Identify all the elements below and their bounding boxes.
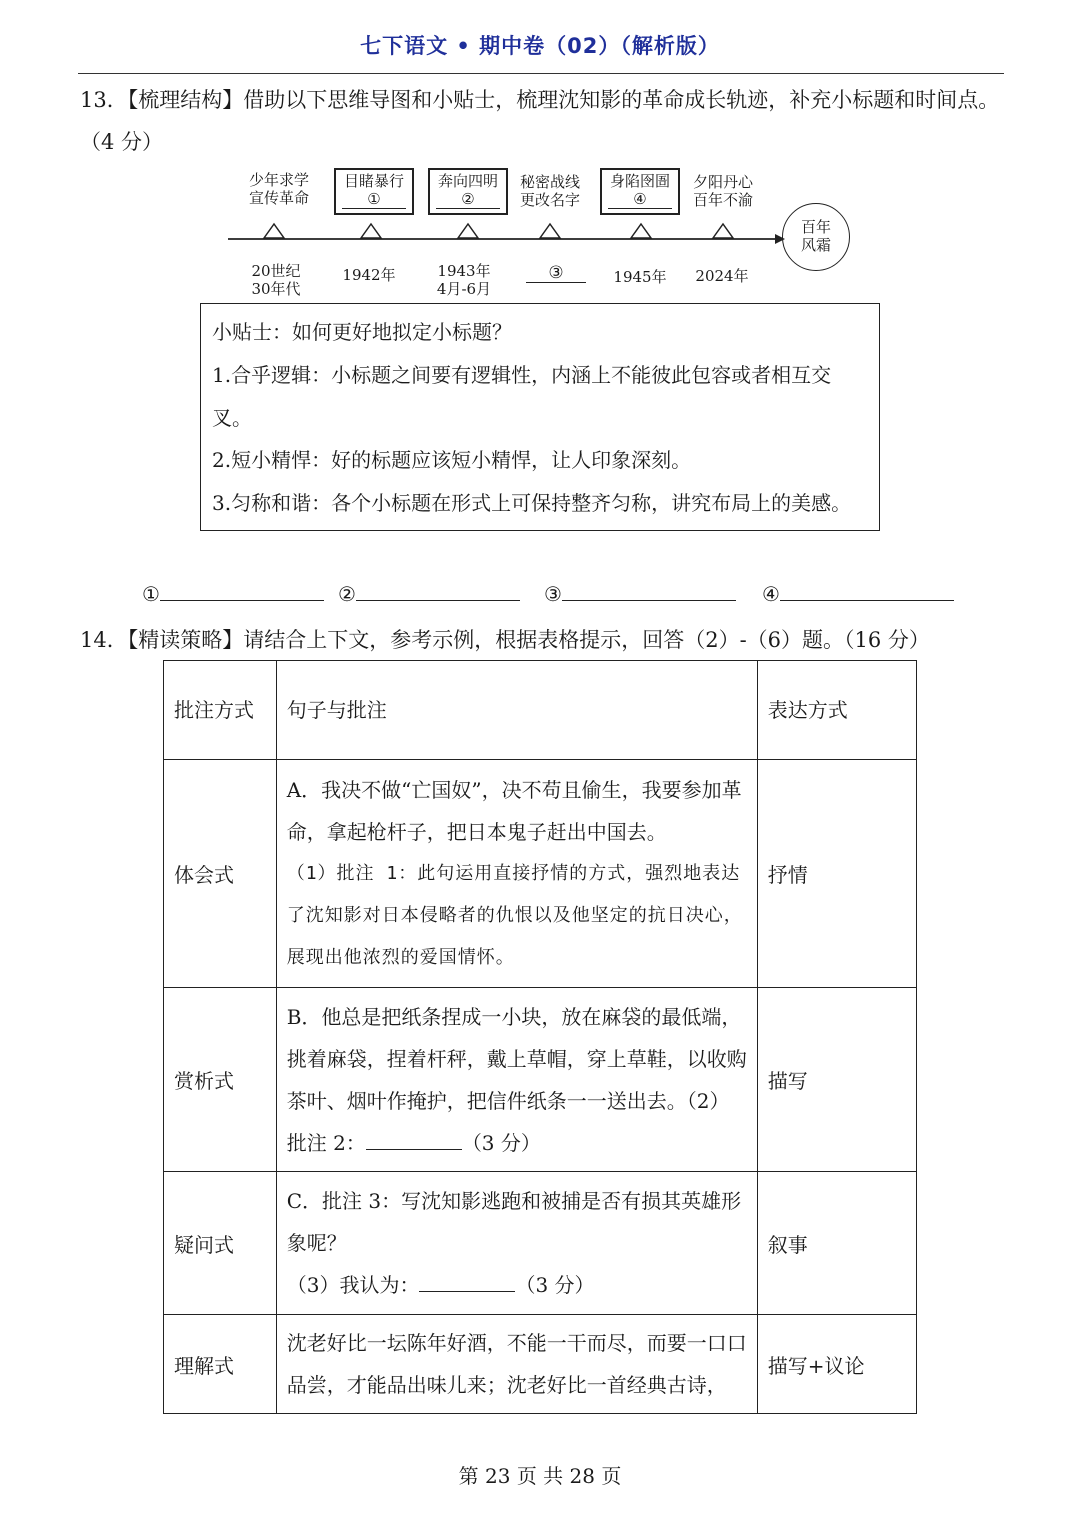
answer-blank-1[interactable]: ① — [142, 582, 324, 606]
row-mode: 叙事 — [767, 1232, 808, 1257]
annotation-table — [163, 660, 917, 1414]
timeline-marker-2 — [361, 224, 381, 238]
table-header-row — [164, 661, 917, 760]
tips-item-1b: 叉。 — [212, 406, 252, 430]
q14-prompt: 14．【精读策略】请结合上下文，参考示例，根据表格提示，回答（2）-（6）题。（16 分） — [80, 628, 930, 652]
stage-3-box: 奔向四明 ② — [428, 168, 508, 215]
answer-blank-2[interactable]: ② — [338, 582, 520, 606]
row-type: 体会式 — [174, 863, 234, 887]
timeline-svg — [220, 210, 860, 270]
table-row — [164, 760, 917, 988]
date-2: 1942年 — [342, 266, 396, 284]
answer-fill-3[interactable] — [419, 1273, 515, 1292]
timeline-marker-4 — [540, 224, 560, 238]
answer-fill-2[interactable] — [366, 1131, 462, 1150]
timeline-marker-5 — [631, 224, 651, 238]
q13-prompt: 13．【梳理结构】借助以下思维导图和小贴士，梳理沈知影的革命成长轨迹，补充小标题和时间点。 — [80, 88, 1000, 112]
row-sentence: B．他总是把纸条捏成一小块，放在麻袋的最低端，挑着麻袋，捏着杆秤，戴上草帽，穿上草鞋，以收购茶叶、烟叶作掩护，把信件纸条一一送出去。（2） — [286, 1004, 747, 1113]
table-row — [164, 1172, 917, 1315]
date-3: 1943年 4月-6月 — [436, 262, 492, 298]
header-divider — [78, 73, 1004, 74]
row-note-prefix: 批注 2： — [286, 1130, 366, 1155]
row-sentence: C．批注 3：写沈知影逃跑和被捕是否有损其英雄形象呢？ — [286, 1189, 742, 1255]
tips-title: 小贴士：如何更好地拟定小标题？ — [212, 320, 512, 344]
timeline-marker-6 — [713, 224, 733, 238]
table-row — [164, 1315, 917, 1414]
row-note: （1）批注 1：此句运用直接抒情的方式，强烈地表达了沈知影对日本侵略者的仇恨以及他坚定的抗日决心，展现出他浓烈的爱国情怀。 — [286, 862, 743, 968]
q13-score: （4 分） — [80, 130, 164, 154]
row-note-suffix: （3 分） — [515, 1273, 595, 1297]
page-header-title: 七下语文 • 期中卷（02）（解析版） — [360, 34, 720, 58]
row-mode: 描写 — [767, 1069, 808, 1093]
date-6: 2024年 — [695, 267, 749, 285]
row-note-suffix: （3 分） — [461, 1130, 541, 1155]
tips-item-1a: 1.合乎逻辑：小标题之间要有逻辑性，内涵上不能彼此包容或者相互交 — [212, 363, 832, 387]
row-type: 疑问式 — [174, 1232, 234, 1257]
page-number: 第 23 页 共 28 页 — [458, 1464, 622, 1488]
stage-6-label: 夕阳丹心 百年不渝 — [692, 173, 753, 209]
stage-4-label: 秘密战线 更改名字 — [519, 173, 580, 209]
header-cell-sentence: 句子与批注 — [286, 698, 387, 722]
answer-blank-3[interactable]: ③ — [544, 582, 736, 606]
row-mode: 抒情 — [767, 863, 808, 887]
table-row — [164, 988, 917, 1172]
stage-1-label: 少年求学 宣传革命 — [248, 171, 309, 207]
tips-item-3: 3.匀称和谐：各个小标题在形式上可保持整齐匀称，讲究布局上的美感。 — [212, 491, 852, 515]
header-cell-mode: 表达方式 — [767, 698, 848, 722]
timeline-end-circle: 百年 风霜 — [782, 203, 850, 271]
date-1: 20世纪 30年代 — [251, 262, 301, 298]
stage-5-box: 身陷囹圄 ④ — [600, 168, 680, 215]
row-mode: 描写+议论 — [767, 1353, 865, 1378]
row-note-prefix: （3）我认为： — [286, 1273, 420, 1297]
timeline-marker-1 — [264, 224, 284, 238]
date-5: 1945年 — [613, 268, 667, 286]
answer-blank-4[interactable]: ④ — [762, 582, 954, 606]
stage-2-box: 目睹暴行 ① — [334, 168, 414, 215]
row-sentence: 沈老好比一坛陈年好酒，不能一干而尽，而要一口口品尝，才能品出味儿来；沈老好比一首经典古诗， — [286, 1331, 747, 1397]
row-type: 赏析式 — [174, 1069, 234, 1093]
date-4-blank: ③ — [526, 264, 586, 283]
timeline-marker-3 — [458, 224, 478, 238]
tips-item-2: 2.短小精悍：好的标题应该短小精悍，让人印象深刻。 — [212, 448, 692, 472]
row-type: 理解式 — [174, 1353, 234, 1378]
row-sentence: A．我决不做“亡国奴”，决不苟且偷生，我要参加革命，拿起枪杆子，把日本鬼子赶出中国去。 — [286, 777, 742, 844]
header-cell-type: 批注方式 — [174, 698, 254, 722]
